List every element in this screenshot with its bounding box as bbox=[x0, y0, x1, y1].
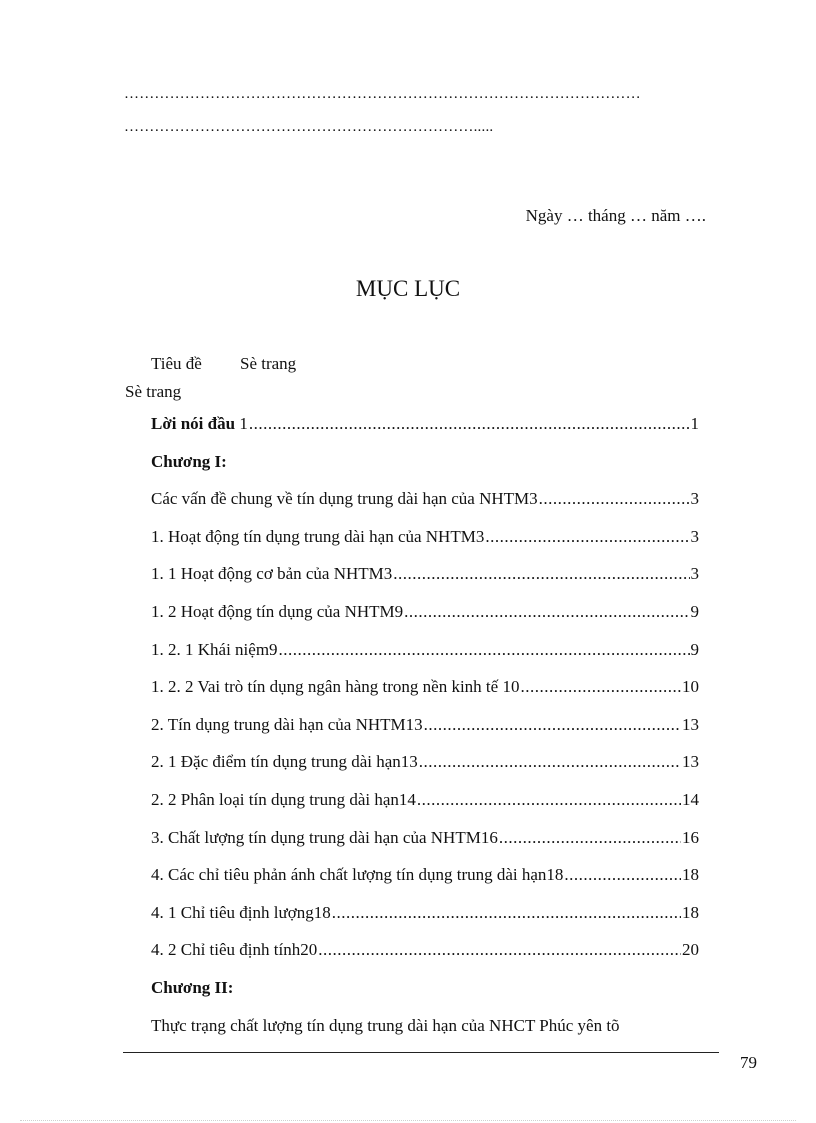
toc-entry-label: 4. 2 Chỉ tiêu định tính20 bbox=[151, 940, 318, 960]
table-of-contents bbox=[151, 414, 699, 1053]
toc-entry[interactable] bbox=[151, 715, 699, 753]
toc-entry-label: Lời nói đầu bbox=[151, 414, 236, 433]
toc-entry[interactable] bbox=[151, 527, 699, 565]
toc-entry-page: 16 bbox=[682, 827, 699, 847]
dot-leader bbox=[424, 715, 681, 735]
toc-entry-page: 13 bbox=[682, 714, 699, 734]
toc-entry[interactable] bbox=[151, 489, 699, 527]
toc-entry-label: 4. 1 Chỉ tiêu định lượng18 bbox=[151, 902, 331, 922]
page-edge-divider bbox=[20, 1120, 796, 1121]
dot-leader bbox=[520, 677, 681, 697]
toc-entry-loi-noi-dau[interactable] bbox=[151, 414, 699, 452]
dot-leader bbox=[485, 527, 689, 547]
dot-leader bbox=[332, 903, 681, 923]
chapter-1-heading: Chương I: bbox=[151, 451, 227, 471]
dot-leader bbox=[404, 602, 689, 622]
toc-entry-label: Thực trạng chất lượng tín dụng trung dài hạn của NHCT Phúc yên tõ bbox=[151, 1015, 620, 1035]
toc-entry[interactable] bbox=[151, 752, 699, 790]
dot-leader bbox=[499, 828, 681, 848]
dot-leader bbox=[417, 790, 681, 810]
toc-entry[interactable] bbox=[151, 903, 699, 941]
toc-entry-page: 10 bbox=[682, 677, 699, 697]
toc-entry[interactable] bbox=[151, 564, 699, 602]
date-line: Ngày … tháng … năm …. bbox=[525, 206, 706, 225]
toc-entry-page: 9 bbox=[690, 601, 699, 621]
dotted-line-2: ……………………………………………………………..... bbox=[124, 119, 494, 135]
toc-entry[interactable] bbox=[151, 640, 699, 678]
dot-leader bbox=[249, 414, 690, 434]
column-header-title: Tiêu đề bbox=[151, 354, 202, 373]
toc-entry-page: 14 bbox=[682, 789, 699, 809]
dotted-line-1: ………………………………………………………………………………………… bbox=[124, 86, 641, 102]
toc-entry[interactable] bbox=[151, 790, 699, 828]
toc-entry-page: 3 bbox=[690, 564, 699, 584]
toc-entry-page: 1 bbox=[690, 414, 699, 433]
toc-entry-chapter-2-title[interactable] bbox=[151, 1016, 699, 1054]
dot-leader bbox=[564, 865, 681, 885]
dot-leader bbox=[393, 564, 689, 584]
toc-entry-label: 3. Chất lượng tín dụng trung dài hạn của NHTM16 bbox=[151, 827, 498, 847]
toc-entry-label: 1. 2. 1 Khái niệm9 bbox=[151, 639, 278, 659]
dot-leader bbox=[279, 640, 690, 660]
toc-entry-label: 1. 2. 2 Vai trò tín dụng ngân hàng trong nền kinh tế 10 bbox=[151, 677, 520, 697]
dot-leader bbox=[419, 752, 681, 772]
toc-entry-page: 20 bbox=[682, 940, 699, 960]
dot-leader bbox=[318, 940, 681, 960]
toc-entry-page: 3 bbox=[690, 489, 699, 509]
toc-entry-label: 4. Các chỉ tiêu phản ánh chất lượng tín dụng trung dài hạn18 bbox=[151, 865, 564, 885]
toc-entry-inline-page: 1 bbox=[239, 414, 248, 433]
toc-entry-page: 18 bbox=[682, 902, 699, 922]
dot-leader bbox=[539, 489, 690, 509]
toc-entry-page: 13 bbox=[682, 752, 699, 772]
page-number: 79 bbox=[740, 1053, 757, 1072]
toc-entry[interactable] bbox=[151, 940, 699, 978]
toc-entry-page: 18 bbox=[682, 865, 699, 885]
toc-entry-label: Các vấn đề chung về tín dụng trung dài hạn của NHTM3 bbox=[151, 489, 538, 509]
toc-entry-page: 3 bbox=[690, 526, 699, 546]
toc-entry-label: 1. 2 Hoạt động tín dụng của NHTM9 bbox=[151, 601, 404, 621]
toc-entry-label: 2. Tín dụng trung dài hạn của NHTM13 bbox=[151, 714, 423, 734]
toc-entry[interactable] bbox=[151, 828, 699, 866]
toc-entry-label: 2. 1 Đặc điểm tín dụng trung dài hạn13 bbox=[151, 752, 418, 772]
toc-entry[interactable] bbox=[151, 602, 699, 640]
page-title: MỤC LỤC bbox=[355, 276, 461, 301]
toc-entry-label: 1. Hoạt động tín dụng trung dài hạn của NHTM3 bbox=[151, 526, 485, 546]
toc-entry-page: 9 bbox=[690, 639, 699, 659]
column-header-page-repeat: Sè trang bbox=[125, 382, 182, 401]
toc-entry[interactable] bbox=[151, 865, 699, 903]
footer-rule bbox=[123, 1052, 719, 1053]
chapter-2-heading: Chương II: bbox=[151, 977, 234, 997]
toc-entry-label: 1. 1 Hoạt động cơ bản của NHTM3 bbox=[151, 564, 393, 584]
column-header-page: Sè trang bbox=[240, 354, 297, 373]
toc-entry[interactable] bbox=[151, 677, 699, 715]
toc-entry-label: 2. 2 Phân loại tín dụng trung dài hạn14 bbox=[151, 789, 416, 809]
